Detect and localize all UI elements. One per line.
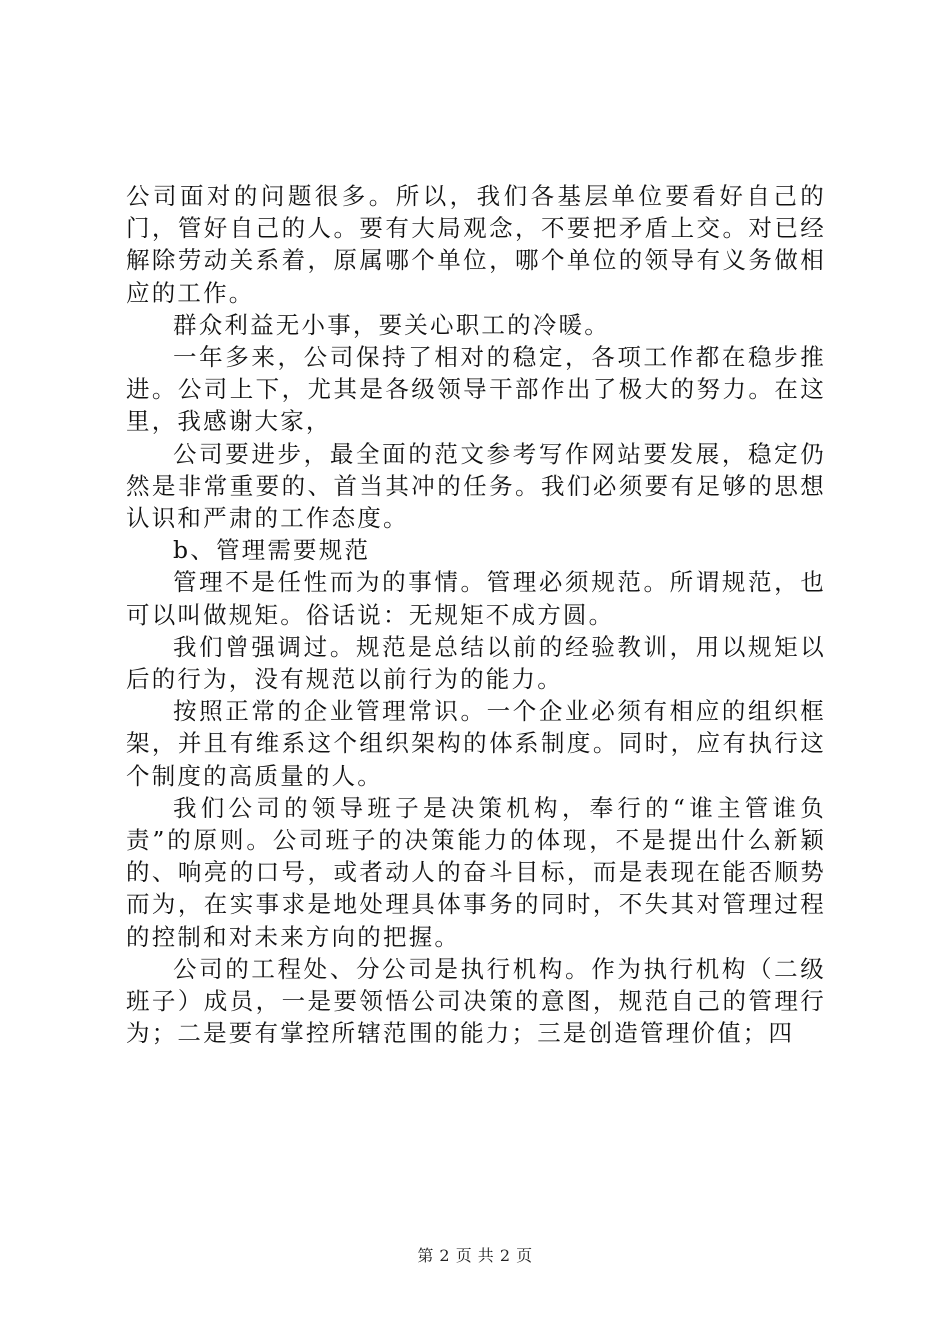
page-footer: 第 2 页 共 2 页 xyxy=(417,1246,533,1265)
paragraph-8: 按照正常的企业管理常识。一个企业必须有相应的组织框架，并且有维系这个组织架构的体系制度。同时，应有执行这个制度的高质量的人。 xyxy=(126,697,826,790)
paragraph-6: 管理不是任性而为的事情。管理必须规范。所谓规范，也可以叫做规矩。俗话说：无规矩不成方圆。 xyxy=(126,568,826,629)
paragraph-9: 我们公司的领导班子是决策机构，奉行的“谁主管谁负责”的原则。公司班子的决策能力的体现，不是提出什么新颖的、响亮的口号，或者动人的奋斗目标，而是表现在能否顺势而为，在实事求是地处理具体事务的同时，不失其对管理过程的控制和对未来方向的把握。 xyxy=(126,793,826,951)
section-heading: b、管理需要规范 xyxy=(173,536,371,565)
paragraph-1: 公司面对的问题很多。所以，我们各基层单位要看好自己的门，管好自己的人。要有大局观念，不要把矛盾上交。对已经解除劳动关系着，原属哪个单位，哪个单位的领导有义务做相应的工作。 xyxy=(126,182,826,307)
paragraph-7: 我们曾强调过。规范是总结以前的经验教训，用以规矩以后的行为，没有规范以前行为的能力。 xyxy=(126,632,826,694)
document-body xyxy=(126,180,826,1049)
paragraph-4: 公司要进步，最全面的范文参考写作网站要发展，稳定仍然是非常重要的、首当其冲的任务。我们必须要有足够的思想认识和严肃的工作态度。 xyxy=(126,439,826,533)
paragraph-2: 群众利益无小事，要关心职工的冷暖。 xyxy=(173,310,610,339)
paragraph-10: 公司的工程处、分公司是执行机构。作为执行机构（二级班子）成员，一是要领悟公司决策的意图，规范自己的管理行为；二是要有掌控所辖范围的能力；三是创造管理价值；四 xyxy=(126,954,826,1048)
paragraph-3: 一年多来，公司保持了相对的稳定，各项工作都在稳步推进。公司上下，尤其是各级领导干部作出了极大的努力。在这里，我感谢大家， xyxy=(126,343,826,436)
